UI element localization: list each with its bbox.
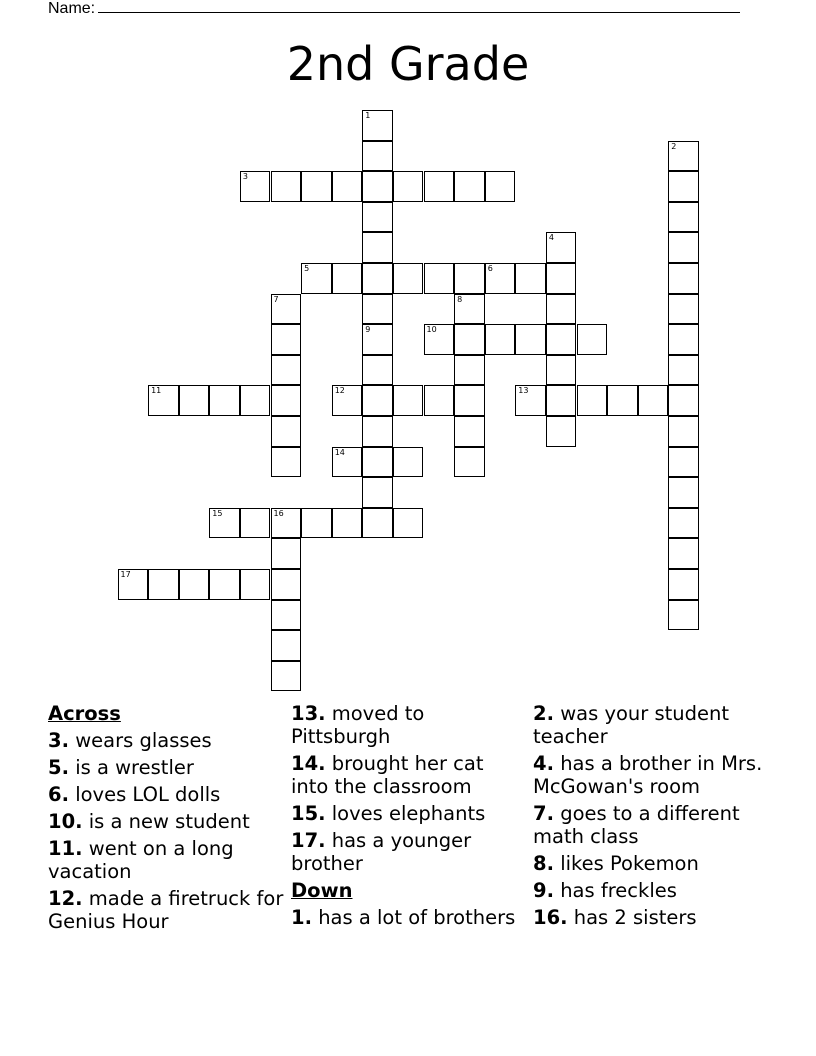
- across-clue: [48, 810, 284, 833]
- clue-number: 11: [151, 386, 162, 396]
- clue-number: 13: [518, 386, 529, 396]
- grid-cell[interactable]: [332, 171, 363, 202]
- grid-cell[interactable]: [515, 324, 546, 355]
- clue-number-label: 4.: [533, 752, 554, 775]
- grid-cell[interactable]: [332, 263, 363, 294]
- down-clue: [533, 702, 769, 748]
- clue-text: went on a long vacation: [48, 837, 234, 883]
- grid-cell[interactable]: [668, 569, 699, 600]
- clue-number: 7: [273, 294, 279, 304]
- clue-text: has a brother in Mrs. McGowan's room: [533, 752, 763, 798]
- grid-cell[interactable]: [362, 294, 393, 325]
- across-clue: [48, 756, 284, 779]
- clue-text: brought her cat into the classroom: [291, 752, 484, 798]
- grid-cell[interactable]: [668, 600, 699, 631]
- clue-column-2: [291, 702, 527, 933]
- grid-cell[interactable]: [362, 355, 393, 386]
- grid-cell[interactable]: [454, 447, 485, 478]
- grid-cell[interactable]: [668, 202, 699, 233]
- grid-cell[interactable]: [271, 630, 302, 661]
- clue-text: was your student teacher: [533, 702, 730, 748]
- grid-cell[interactable]: [668, 232, 699, 263]
- down-clue: [533, 906, 769, 929]
- grid-cell[interactable]: [271, 355, 302, 386]
- grid-cell[interactable]: [362, 385, 393, 416]
- grid-cell[interactable]: [638, 385, 669, 416]
- down-clue: [533, 852, 769, 875]
- clue-text: has freckles: [560, 879, 677, 902]
- grid-cell[interactable]: [607, 385, 638, 416]
- grid-cell[interactable]: [271, 416, 302, 447]
- clue-text: goes to a different math class: [533, 802, 740, 848]
- puzzle-title: 2nd Grade: [286, 37, 530, 91]
- clue-number-label: 3.: [48, 729, 69, 752]
- clue-number-label: 15.: [291, 802, 326, 825]
- grid-cell[interactable]: [362, 202, 393, 233]
- across-heading: Across: [48, 702, 121, 725]
- grid-cell[interactable]: [393, 447, 424, 478]
- grid-cell[interactable]: [240, 385, 271, 416]
- grid-cell[interactable]: [515, 385, 546, 416]
- grid-cell[interactable]: [393, 263, 424, 294]
- grid-cell[interactable]: [271, 385, 302, 416]
- clue-number-label: 7.: [533, 802, 554, 825]
- clue-number-label: 2.: [533, 702, 554, 725]
- across-clue: [291, 829, 527, 875]
- grid-cell[interactable]: [485, 324, 516, 355]
- grid-cell[interactable]: [271, 508, 302, 539]
- clue-text: is a wrestler: [75, 756, 194, 779]
- grid-cell[interactable]: [454, 385, 485, 416]
- clue-number-label: 13.: [291, 702, 326, 725]
- clue-number: 16: [273, 508, 284, 518]
- grid-cell[interactable]: [271, 447, 302, 478]
- grid-cell[interactable]: [362, 416, 393, 447]
- clue-text: loves LOL dolls: [75, 783, 221, 806]
- grid-cell[interactable]: [454, 355, 485, 386]
- grid-cell[interactable]: [393, 171, 424, 202]
- grid-cell[interactable]: [668, 294, 699, 325]
- grid-cell[interactable]: [546, 385, 577, 416]
- down-clue: [533, 802, 769, 848]
- grid-cell[interactable]: [362, 171, 393, 202]
- across-clue: [48, 729, 284, 752]
- clue-column-3: [533, 702, 769, 933]
- across-clue: [291, 752, 527, 798]
- grid-cell[interactable]: [271, 294, 302, 325]
- grid-cell[interactable]: [271, 171, 302, 202]
- clue-text: has a lot of brothers: [318, 906, 516, 929]
- grid-cell[interactable]: [424, 324, 455, 355]
- clue-number: 12: [334, 386, 345, 396]
- grid-cell[interactable]: [454, 171, 485, 202]
- grid-cell[interactable]: [546, 416, 577, 447]
- down-heading: Down: [291, 879, 353, 902]
- grid-cell[interactable]: [424, 385, 455, 416]
- clue-number: 10: [426, 325, 437, 335]
- clue-number: 9: [365, 325, 371, 335]
- clue-number: 8: [457, 294, 463, 304]
- grid-cell[interactable]: [271, 324, 302, 355]
- across-clue: [48, 887, 284, 933]
- grid-cell[interactable]: [209, 569, 240, 600]
- across-clue: [48, 783, 284, 806]
- grid-cell[interactable]: [362, 477, 393, 508]
- clue-column-1: [48, 702, 284, 937]
- grid-cell[interactable]: [515, 263, 546, 294]
- clue-number-label: 14.: [291, 752, 326, 775]
- grid-cell[interactable]: [362, 141, 393, 172]
- clue-number-label: 16.: [533, 906, 568, 929]
- grid-cell[interactable]: [546, 294, 577, 325]
- across-clue: [48, 837, 284, 883]
- clue-number-label: 12.: [48, 887, 83, 910]
- clue-number: 17: [120, 570, 131, 579]
- grid-cell[interactable]: [668, 538, 699, 569]
- clue-text: has 2 sisters: [573, 906, 697, 929]
- down-clue: [533, 752, 769, 798]
- grid-cell[interactable]: [485, 263, 516, 294]
- grid-cell[interactable]: [668, 416, 699, 447]
- grid-cell[interactable]: [668, 508, 699, 539]
- grid-cell[interactable]: [179, 569, 210, 600]
- grid-cell[interactable]: [240, 171, 271, 202]
- clue-number-label: 10.: [48, 810, 83, 833]
- grid-cell[interactable]: [424, 171, 455, 202]
- clue-text: has a younger brother: [291, 829, 472, 875]
- grid-cell[interactable]: [454, 416, 485, 447]
- grid-cell[interactable]: [332, 385, 363, 416]
- grid-cell[interactable]: [362, 232, 393, 263]
- clue-number-label: 17.: [291, 829, 326, 852]
- grid-cell[interactable]: [546, 232, 577, 263]
- clue-number: 5: [304, 264, 310, 273]
- clue-number-label: 6.: [48, 783, 69, 806]
- grid-cell[interactable]: [332, 508, 363, 539]
- clue-number-label: 9.: [533, 879, 554, 902]
- grid-cell[interactable]: [301, 171, 332, 202]
- down-clue: [533, 879, 769, 902]
- clue-number: 2: [671, 141, 677, 151]
- across-clue: [291, 802, 527, 825]
- name-label: Name:: [48, 0, 96, 17]
- clue-number-label: 8.: [533, 852, 554, 875]
- clue-number: 15: [212, 508, 223, 518]
- grid-cell[interactable]: [240, 508, 271, 539]
- grid-cell[interactable]: [118, 569, 149, 600]
- grid-cell[interactable]: [209, 508, 240, 539]
- clue-number: 3: [242, 172, 248, 182]
- grid-cell[interactable]: [454, 263, 485, 294]
- grid-cell[interactable]: [546, 355, 577, 386]
- grid-cell[interactable]: [424, 263, 455, 294]
- grid-cell[interactable]: [362, 508, 393, 539]
- clue-text: made a firetruck for Genius Hour: [48, 887, 284, 933]
- grid-cell[interactable]: [393, 508, 424, 539]
- clue-text: wears glasses: [75, 729, 212, 752]
- down-clue: [291, 906, 527, 929]
- grid-cell[interactable]: [454, 294, 485, 325]
- grid-cell[interactable]: [668, 171, 699, 202]
- grid-cell[interactable]: [577, 385, 608, 416]
- grid-cell[interactable]: [362, 263, 393, 294]
- grid-cell[interactable]: [240, 569, 271, 600]
- grid-cell[interactable]: [577, 324, 608, 355]
- grid-cell[interactable]: [393, 385, 424, 416]
- clue-text: is a new student: [88, 810, 250, 833]
- grid-cell[interactable]: [271, 569, 302, 600]
- grid-cell[interactable]: [668, 477, 699, 508]
- clue-number-label: 1.: [291, 906, 312, 929]
- grid-cell[interactable]: [271, 661, 302, 692]
- grid-cell[interactable]: [148, 385, 179, 416]
- clue-text: moved to Pittsburgh: [291, 702, 425, 748]
- grid-cell[interactable]: [209, 385, 240, 416]
- clue-number-label: 11.: [48, 837, 83, 860]
- grid-cell[interactable]: [668, 355, 699, 386]
- grid-cell[interactable]: [148, 569, 179, 600]
- grid-cell[interactable]: [362, 110, 393, 141]
- across-clue: [291, 702, 527, 748]
- grid-cell[interactable]: [301, 508, 332, 539]
- clue-text: loves elephants: [331, 802, 486, 825]
- grid-cell[interactable]: [668, 447, 699, 478]
- grid-cell[interactable]: [454, 324, 485, 355]
- grid-cell[interactable]: [668, 141, 699, 172]
- grid-cell[interactable]: [668, 263, 699, 294]
- clue-number-label: 5.: [48, 756, 69, 779]
- grid-cell[interactable]: [546, 324, 577, 355]
- grid-cell[interactable]: [301, 263, 332, 294]
- grid-cell[interactable]: [179, 385, 210, 416]
- grid-cell[interactable]: [485, 171, 516, 202]
- grid-cell[interactable]: [668, 385, 699, 416]
- grid-cell[interactable]: [546, 263, 577, 294]
- grid-cell[interactable]: [362, 324, 393, 355]
- grid-cell[interactable]: [271, 538, 302, 569]
- clue-number: 6: [487, 264, 493, 273]
- clue-number: 14: [334, 447, 345, 457]
- clue-number: 1: [365, 111, 371, 120]
- clue-text: likes Pokemon: [560, 852, 699, 875]
- grid-cell[interactable]: [362, 447, 393, 478]
- grid-cell[interactable]: [271, 600, 302, 631]
- clue-number: 4: [548, 233, 554, 243]
- grid-cell[interactable]: [668, 324, 699, 355]
- grid-cell[interactable]: [332, 447, 363, 478]
